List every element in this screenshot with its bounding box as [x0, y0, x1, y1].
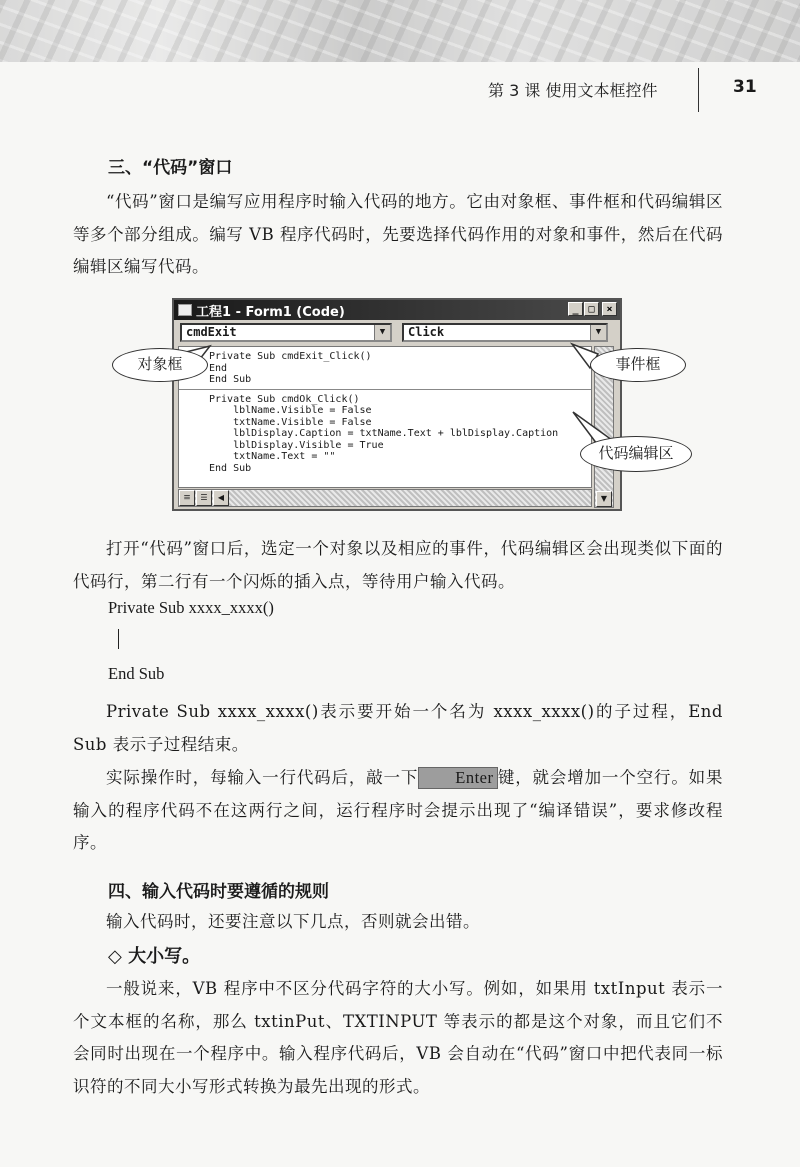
code-window-title: 工程1 - Form1 (Code): [196, 305, 345, 320]
page-number: 31: [733, 77, 757, 97]
code-line: lblDisplay.Visible = True: [209, 439, 384, 451]
section-heading-rules: 四、输入代码时要遵循的规则: [108, 882, 329, 902]
full-module-view-icon[interactable]: ☰: [196, 490, 212, 506]
code-line: txtName.Visible = False: [209, 416, 372, 428]
chevron-down-icon[interactable]: ▼: [590, 325, 606, 340]
running-head: 第 3 课 使用文本框控件: [488, 81, 658, 100]
chevron-down-icon[interactable]: ▼: [374, 325, 390, 340]
object-combo-value: cmdExit: [186, 325, 237, 339]
paragraph-case-insensitive: 一般说来，VB 程序中不区分代码字符的大小写。例如，如果用 txtInput 表示一个文本框的名称，那么 txtinPut、TXTINPUT 等表示的都是这个对象，而且它们不会同时出现在一个程序中。输入程序代码后，VB 会自动在“代码”窗口中把代表同一标识符的不同大小写形式转换为最先出现的形式。: [73, 979, 723, 1096]
code-line: End Sub: [209, 374, 252, 385]
paragraph-code-window-intro: “代码”窗口是编写应用程序时输入代码的地方。它由对象框、事件框和代码编辑区等多个部分组成。编写 VB 程序代码时，先要选择代码作用的对象和事件，然后在代码编辑区编写代码。: [73, 192, 723, 276]
minimize-button[interactable]: _: [568, 302, 583, 316]
paragraph-sub-explain: Private Sub xxxx_xxxx()表示要开始一个名为 xxxx_xxxx()的子过程，End Sub 表示子过程结束。: [73, 702, 723, 754]
scroll-down-icon[interactable]: ▼: [596, 491, 612, 507]
scroll-left-icon[interactable]: ◀: [213, 490, 229, 506]
enter-text-before: 实际操作时，每输入一行代码后，敲一下: [106, 768, 419, 787]
enter-text-after: 键，就会增加一个空行。如果输入的程序代码不在这两行之间，运行程序时会提示出现了“编译错误”，要求修改程序。: [73, 768, 724, 852]
enter-key-label: Enter: [418, 767, 497, 789]
callout-event-box: 事件框: [590, 348, 686, 382]
callout-object-box: 对象框: [112, 348, 208, 382]
callout-code-editor: 代码编辑区: [580, 436, 692, 472]
code-line: End: [209, 362, 228, 374]
maximize-button[interactable]: □: [584, 302, 599, 316]
code-line: lblDisplay.Caption = txtName.Text + lblDisplay.Caption: [209, 428, 559, 439]
code-line: Private Sub cmdExit_Click(): [209, 351, 372, 362]
code-sample-line3: End Sub: [108, 664, 165, 683]
code-line: Private Sub cmdOk_Click(): [209, 393, 360, 405]
subheading-case: ◇ 大小写。: [108, 946, 201, 967]
code-sample-line1: Private Sub xxxx_xxxx(): [108, 598, 274, 617]
event-combo-value: Click: [408, 325, 445, 339]
code-line: lblName.Visible = False: [209, 405, 372, 416]
code-line: txtName.Text = "": [209, 451, 336, 462]
close-button[interactable]: ×: [602, 302, 617, 316]
view-toggle-icon[interactable]: ≡: [179, 490, 195, 506]
paragraph-enter-key: [73, 762, 723, 860]
paragraph-after-window: 打开“代码”窗口后，选定一个对象以及相应的事件，代码编辑区会出现类似下面的代码行，第二行有一个闪烁的插入点，等待用户输入代码。: [73, 539, 723, 591]
section-heading-code-window: 三、“代码”窗口: [108, 158, 233, 178]
paragraph-rules-intro: 输入代码时，还要注意以下几点，否则就会出错。: [106, 912, 480, 931]
insertion-cursor: [118, 629, 119, 649]
code-line: End Sub: [209, 462, 252, 474]
